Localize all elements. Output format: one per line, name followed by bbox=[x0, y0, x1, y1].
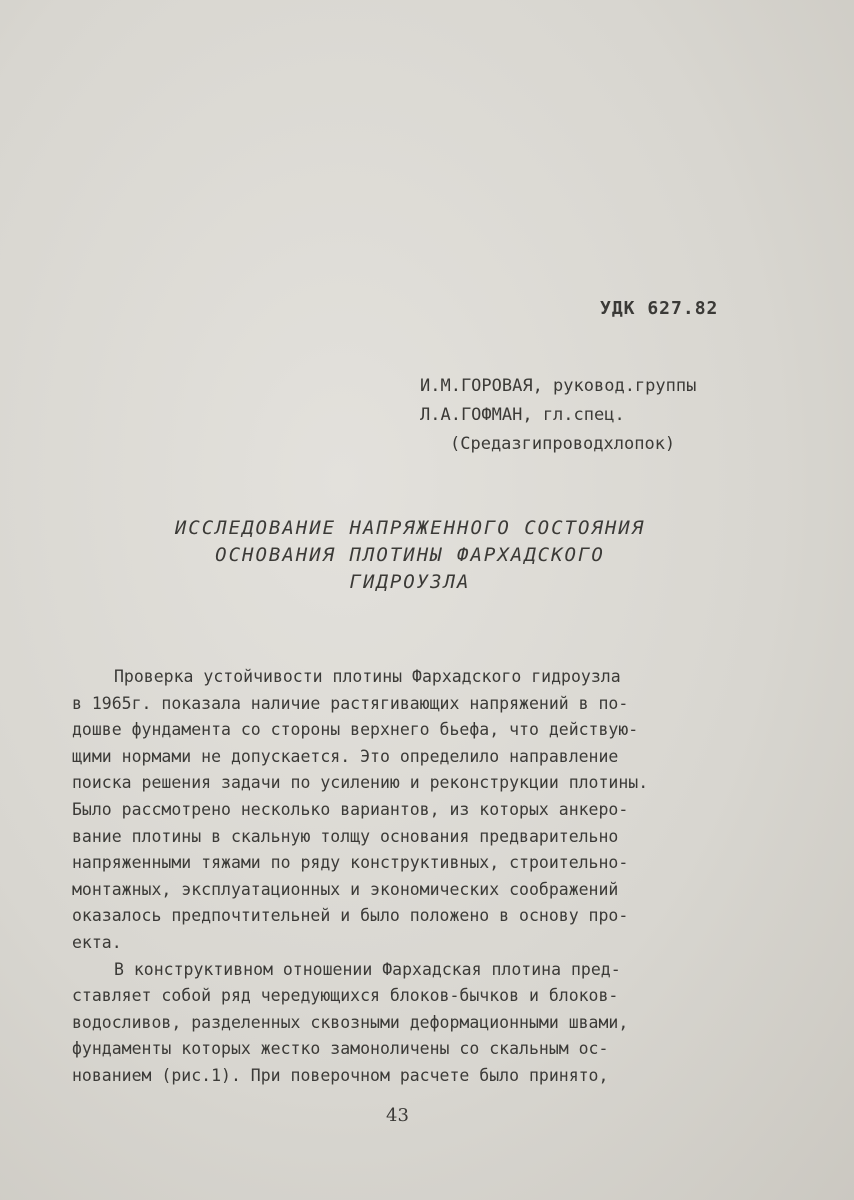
body-text bbox=[72, 664, 772, 1090]
organization: (Средазгипроводхлопок) bbox=[450, 434, 676, 454]
author-1: И.М.ГОРОВАЯ, руковод.группы bbox=[420, 376, 697, 396]
text-line: Проверка устойчивости плотины Фархадского гидроузла bbox=[114, 667, 621, 686]
text-line: оказалось предпочтительней и было положено в основу про- bbox=[72, 906, 629, 926]
text-line: В конструктивном отношении Фархадская плотина пред- bbox=[114, 959, 621, 979]
text-line: фундаменты которых жестко замоноличены со скальным ос- bbox=[72, 1039, 609, 1059]
text-line: екта. bbox=[72, 932, 122, 952]
text-line: вание плотины в скальную толщу основания предварительно bbox=[72, 826, 619, 846]
text-line: напряженными тяжами по ряду конструктивных, строительно- bbox=[72, 853, 629, 873]
text-line: монтажных, эксплуатационных и экономических соображений bbox=[72, 879, 619, 899]
text-line: ставляет собой ряд чередующихся блоков-бычков и блоков- bbox=[72, 986, 619, 1006]
title-line: ГИДРОУЗЛА bbox=[349, 571, 471, 593]
text-line: щими нормами не допускается. Это определило направление bbox=[72, 746, 619, 766]
article-title bbox=[100, 515, 720, 596]
author-2: Л.А.ГОФМАН, гл.спец. bbox=[420, 405, 625, 425]
title-line: ИССЛЕДОВАНИЕ НАПРЯЖЕННОГО СОСТОЯНИЯ bbox=[174, 517, 646, 539]
title-line: ОСНОВАНИЯ ПЛОТИНЫ ФАРХАДСКОГО bbox=[215, 544, 605, 566]
udk-code: УДК 627.82 bbox=[600, 298, 719, 319]
text-line: водосливов, разделенных сквозными деформационными швами, bbox=[72, 1012, 629, 1032]
text-line: Было рассмотрено несколько вариантов, из которых анкеро- bbox=[72, 799, 629, 819]
text-line: поиска решения задачи по усилению и реконструкции плотины. bbox=[72, 773, 649, 793]
page-number: 43 bbox=[386, 1105, 409, 1126]
authors-block bbox=[420, 372, 696, 459]
text-line: в 1965г. показала наличие растягивающих напряжений в по- bbox=[72, 693, 629, 713]
text-line: дошве фундамента со стороны верхнего бьефа, что действую- bbox=[72, 720, 639, 740]
text-line: нованием (рис.1). При поверочном расчете было принято, bbox=[72, 1065, 609, 1085]
